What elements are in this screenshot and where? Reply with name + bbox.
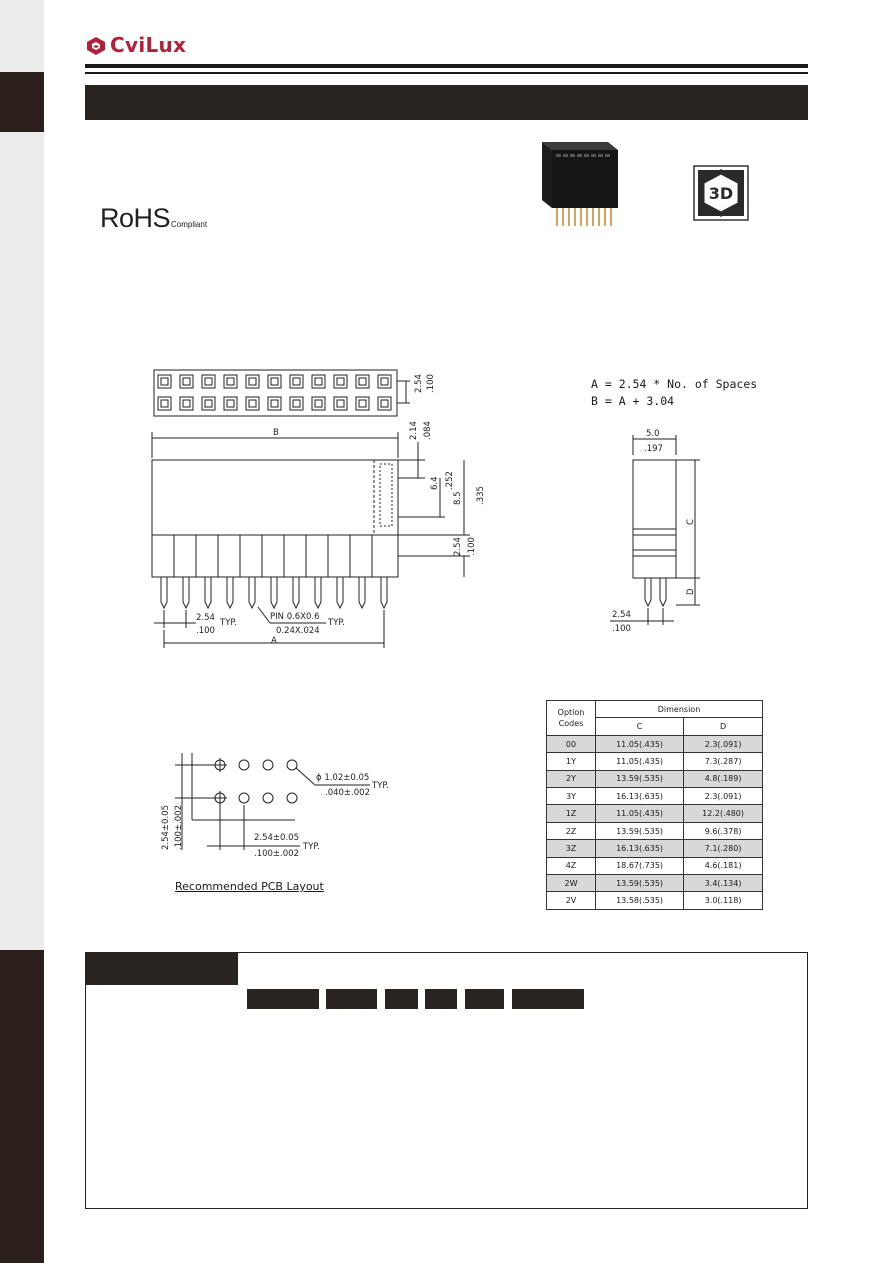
row-code: 00 [547,735,596,752]
header-rule-thin [85,72,808,74]
row-code: 4Z [547,857,596,874]
dim-85: 8.5 [453,491,463,505]
row-code: 2Z [547,822,596,839]
dim-252: .252 [445,471,455,490]
table-row [547,840,763,857]
side-width-in: .197 [644,444,663,454]
pin-size-mm: PIN 0.6X0.6 [270,612,320,622]
rohs-mark [100,203,207,234]
dim-254-mm: 2.54 [453,537,463,556]
dim-b-label: B [273,428,279,438]
product-photo [530,138,625,230]
table-row [547,788,763,805]
table-row [547,753,763,770]
table-row [547,735,763,752]
row-c: 13.59(.535) [596,822,684,839]
row-d: 9.6(.378) [684,822,763,839]
row-code: 1Z [547,805,596,822]
table-row [547,892,763,910]
part-number-segment [385,989,418,1009]
row-c: 11.05(.435) [596,753,684,770]
header-option-codes [547,701,596,736]
pcb-col-typ: TYP. [303,842,320,852]
dim-pitch-in: .100 [196,626,215,636]
row-d: 3.0(.118) [684,892,763,910]
side-pitch-in: .100 [612,624,631,634]
row-c: 18.67(.735) [596,857,684,874]
formula-b: B = A + 3.04 [591,394,675,408]
pcb-hole-typ: TYP. [372,781,389,791]
table-row [547,770,763,787]
row-c: 13.59(.535) [596,875,684,892]
row-d: 7.1(.280) [684,840,763,857]
dim-254-in: .100 [467,537,477,556]
pin-size-in: 0.24X.024 [276,626,320,636]
part-number-segment [247,989,319,1009]
dim-335: .335 [476,486,486,505]
header-rule [85,64,808,68]
dim-c-label: C [686,519,696,525]
pcb-hole-mm: ϕ 1.02±0.05 [316,773,370,783]
row-d: 2.3(.091) [684,735,763,752]
side-pitch-mm: 2.54 [612,610,631,620]
table-row [547,875,763,892]
section-tab-top [0,72,44,132]
dim-tail-in: .084 [423,421,433,440]
table-row [547,857,763,874]
row-c: 16.13(.635) [596,840,684,857]
row-code: 3Z [547,840,596,857]
title-bar [85,85,808,120]
brand-logo-icon [85,36,107,56]
row-d: 7.3(.287) [684,753,763,770]
row-c: 16.13(.635) [596,788,684,805]
dim-top-pitch-in: .100 [426,374,436,393]
header-c: C [596,718,684,735]
section-tab-bottom [0,950,44,1263]
row-c: 13.59(.535) [596,770,684,787]
rohs-text: RoHS [100,203,171,233]
row-d: 2.3(.091) [684,788,763,805]
row-d: 4.8(.189) [684,770,763,787]
part-number-segment [512,989,584,1009]
row-code: 2W [547,875,596,892]
pcb-row-pitch-in: .100±.002 [174,805,184,850]
row-d: 4.6(.181) [684,857,763,874]
part-number-segment [465,989,504,1009]
pcb-layout-drawing [155,745,405,860]
front-view-drawing [140,360,500,660]
header-d: D [684,718,763,735]
option-codes-table [546,700,763,910]
brand-name: CviLux [110,33,187,57]
3d-model-icon[interactable] [693,165,749,221]
row-c: 11.05(.435) [596,805,684,822]
header-codes: Codes [558,718,584,728]
3d-label: 3D [708,184,734,203]
row-code: 2Y [547,770,596,787]
dim-pitch-mm: 2.54 [196,613,215,623]
row-d: 12.2(.480) [684,805,763,822]
header-option: Option [557,707,585,717]
pcb-row-pitch-mm: 2.54±0.05 [161,805,171,850]
pcb-caption: Recommended PCB Layout [175,880,324,893]
side-view-drawing [600,425,710,635]
dim-a-label: A [271,636,277,646]
row-d: 3.4(.134) [684,875,763,892]
side-width-mm: 5.0 [646,429,660,439]
row-code: 1Y [547,753,596,770]
part-number-segment [425,989,457,1009]
pcb-hole-in: .040±.002 [325,788,370,798]
pcb-col-pitch-in: .100±.002 [254,849,299,859]
table-row [547,805,763,822]
dim-tail-mm: 2.14 [409,421,419,440]
row-c: 11.05(.435) [596,735,684,752]
table-row [547,822,763,839]
part-number-segment [326,989,377,1009]
row-code: 3Y [547,788,596,805]
dim-64: 6.4 [430,476,440,490]
dim-pitch-typ: TYP. [220,618,237,628]
row-code: 2V [547,892,596,910]
header-dimension: Dimension [596,701,763,718]
rohs-subtitle: Compliant [171,220,208,229]
dim-top-pitch-mm: 2.54 [414,374,424,393]
row-c: 13.58(.535) [596,892,684,910]
dim-d-label: D [686,588,696,595]
pin-typ: TYP. [328,618,345,628]
formula-a: A = 2.54 * No. of Spaces [591,377,758,391]
pcb-col-pitch-mm: 2.54±0.05 [254,833,299,843]
ordering-info-tab [85,952,238,985]
